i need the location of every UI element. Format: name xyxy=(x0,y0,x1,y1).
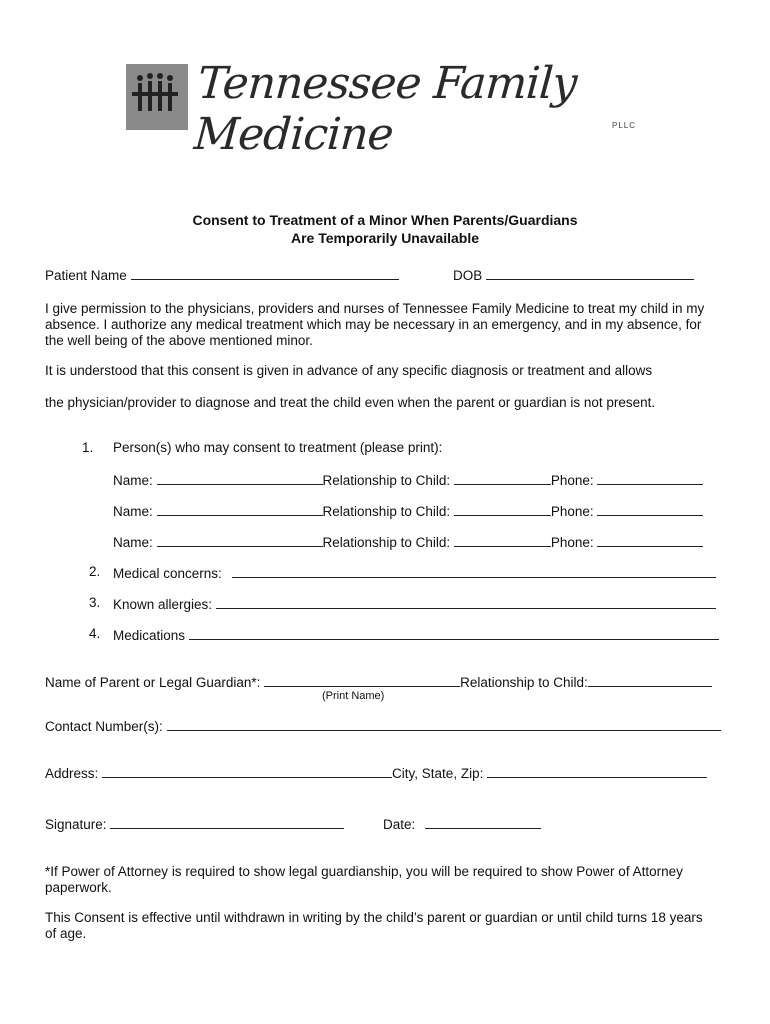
logo-wordmark: Tennessee Family Medicine xyxy=(192,58,578,160)
dob-field[interactable] xyxy=(453,266,694,284)
person-relationship-label: Relationship to Child: xyxy=(322,504,451,519)
print-name-hint: (Print Name) xyxy=(322,690,385,702)
medical-concerns-input[interactable] xyxy=(232,564,716,578)
item1-number: 1. xyxy=(82,440,94,455)
known-allergies-label: Known allergies: xyxy=(113,597,213,612)
medications-label: Medications xyxy=(113,628,186,643)
logo-suffix: PLLC xyxy=(612,121,637,130)
person-row xyxy=(113,502,703,520)
person-relationship-input[interactable] xyxy=(454,471,551,485)
person-row xyxy=(113,533,703,551)
poa-note-line-1: *If Power of Attorney is required to show legal guardianship, you will be required to show Power of Attorney xyxy=(45,864,683,879)
effective-note-line-2: of age. xyxy=(45,926,87,941)
item2-number: 2. xyxy=(89,564,101,579)
medical-concerns-field[interactable] xyxy=(113,564,716,582)
medications-input[interactable] xyxy=(189,626,719,640)
item1-label: Person(s) who may consent to treatment (please print): xyxy=(113,440,443,455)
advance-consent-text: It is understood that this consent is given in advance of any specific diagnosis or treatment and allows xyxy=(45,363,653,378)
person-phone-input[interactable] xyxy=(597,533,703,547)
guardian-relationship-input[interactable] xyxy=(588,673,712,687)
form-title-line2: Are Temporarily Unavailable xyxy=(290,230,480,246)
address-field[interactable] xyxy=(45,764,707,782)
item3-number: 3. xyxy=(89,595,101,610)
person-name-label: Name: xyxy=(113,473,153,488)
poa-note xyxy=(45,864,730,896)
guardian-name-field[interactable] xyxy=(45,673,712,691)
signature-label: Signature: xyxy=(45,817,107,832)
logo-mark xyxy=(126,64,188,130)
patient-name-line[interactable] xyxy=(131,266,399,280)
address-label: Address: xyxy=(45,766,99,781)
person-name-label: Name: xyxy=(113,504,153,519)
diagnose-text: the physician/provider to diagnose and treat the child even when the parent or guardian is not present. xyxy=(45,395,656,410)
person-name-label: Name: xyxy=(113,535,153,550)
person-relationship-input[interactable] xyxy=(454,502,551,516)
form-title-line1: Consent to Treatment of a Minor When Parents/Guardians xyxy=(192,212,578,228)
person-phone-input[interactable] xyxy=(597,471,703,485)
city-state-zip-input[interactable] xyxy=(487,764,707,778)
guardian-relationship-label: Relationship to Child: xyxy=(460,675,588,690)
person-relationship-input[interactable] xyxy=(454,533,551,547)
patient-name-label: Patient Name xyxy=(45,268,127,283)
date-input[interactable] xyxy=(425,815,541,829)
effective-note xyxy=(45,910,730,942)
guardian-name-input[interactable] xyxy=(264,673,460,687)
dob-label: DOB xyxy=(453,268,483,283)
permission-paragraph xyxy=(45,301,730,349)
person-name-input[interactable] xyxy=(157,502,323,516)
person-relationship-label: Relationship to Child: xyxy=(322,473,451,488)
medications-field[interactable] xyxy=(113,626,719,644)
effective-note-line-1: This Consent is effective until withdrawn in writing by the child’s parent or guardian or until child turns 18 years xyxy=(45,910,703,925)
person-phone-label: Phone: xyxy=(550,504,594,519)
known-allergies-input[interactable] xyxy=(216,595,716,609)
family-figures-icon xyxy=(126,64,188,130)
person-phone-input[interactable] xyxy=(597,502,703,516)
person-phone-label: Phone: xyxy=(550,473,594,488)
signature-field[interactable] xyxy=(45,815,344,833)
person-relationship-label: Relationship to Child: xyxy=(322,535,451,550)
date-label: Date: xyxy=(383,817,416,832)
date-field[interactable] xyxy=(383,815,541,833)
permission-line-3: the well being of the above mentioned minor. xyxy=(45,333,313,348)
city-state-zip-label: City, State, Zip: xyxy=(392,766,484,781)
person-phone-label: Phone: xyxy=(550,535,594,550)
known-allergies-field[interactable] xyxy=(113,595,716,613)
guardian-name-label: Name of Parent or Legal Guardian*: xyxy=(45,675,261,690)
dob-line[interactable] xyxy=(486,266,694,280)
patient-name-field[interactable] xyxy=(45,266,399,284)
contact-number-input[interactable] xyxy=(167,717,721,731)
signature-input[interactable] xyxy=(110,815,344,829)
item4-number: 4. xyxy=(89,626,101,641)
medical-concerns-label: Medical concerns: xyxy=(113,566,222,581)
person-name-input[interactable] xyxy=(157,533,323,547)
person-name-input[interactable] xyxy=(157,471,323,485)
poa-note-line-2: paperwork. xyxy=(45,880,112,895)
address-input[interactable] xyxy=(102,764,392,778)
permission-line-1: I give permission to the physicians, providers and nurses of Tennessee Family Medicine to treat my child in my xyxy=(45,301,705,316)
contact-number-field[interactable] xyxy=(45,717,721,735)
contact-number-label: Contact Number(s): xyxy=(45,719,163,734)
permission-line-2: absence. I authorize any medical treatment which may be necessary in an emergency, and in my absence, for xyxy=(45,317,702,332)
person-row xyxy=(113,471,703,489)
